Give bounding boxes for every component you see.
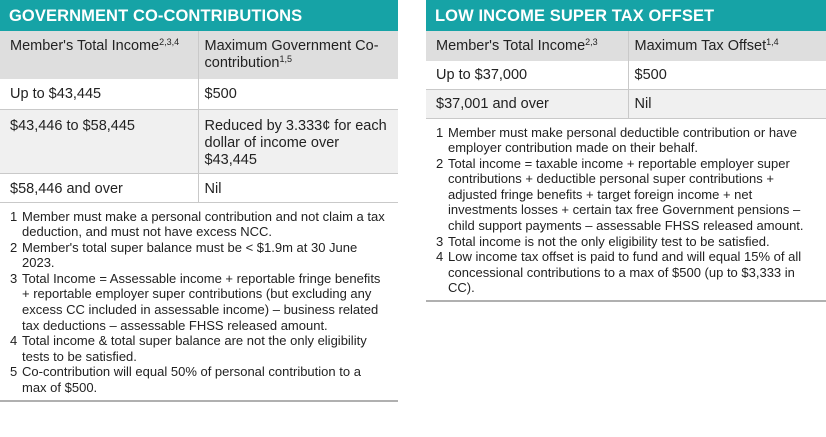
value-cell: Reduced by 3.333¢ for each dollar of income over $43,445 [198,109,398,173]
bottom-rule [0,400,398,402]
table-header-row [426,31,826,61]
low-income-super-tax-offset-panel [426,0,826,302]
table-row [426,61,826,89]
footnote: 2 Member's total super balance must be < $1.9m at 30 June 2023. [10,239,358,271]
footnote: 3 Total Income = Assessable income + reportable fringe benefits + reportable employer super contributions (but excluding any excess CC included in assessable income) – business related tax deductions – assessable FHSS released amount. [10,270,381,333]
bottom-rule [426,300,826,302]
header-total-income: Member's Total Income$^{2,3,4}$ [0,31,198,79]
footnote: 2 Total income = taxable income + reportable employer super contributions + deductible personal super contributions + adjusted fringe benefits + target foreign income + net investments losses + certain tax free Government pensions – child support payments – assessable FHSS released amount. [436,155,804,234]
footnotes [426,119,826,297]
header-max-tax-offset: Maximum Tax Offset$^{1,4}$ [628,31,826,61]
income-cell: Up to $37,000 [436,67,528,83]
tax-offset-table [426,31,826,119]
value-cell: Nil [628,89,826,118]
footnote: 4 Low income tax offset is paid to fund and will equal 15% of all concessional contributions to a max of $500 (up to $3,333 in CC). [436,249,802,296]
table-row [426,89,826,118]
footnote: 1 Member must make a personal contribution and not claim a tax deduction, and must not have excess NCC. [10,208,385,240]
income-cell: $37,001 and over [436,95,549,112]
footnote: 4 Total income & total super balance are not the only eligibility tests to be satisfied. [10,333,367,364]
value-cell: $500 [628,61,826,89]
table-row [0,109,398,173]
value-cell: $500 [198,79,398,109]
panel-title: GOVERNMENT CO-CONTRIBUTIONS [0,0,398,31]
income-cell: $58,446 and over [10,180,123,197]
table-row [0,173,398,202]
header-total-income: Member's Total Income$^{2,3}$ [426,31,628,61]
header-max-co-contribution: Maximum Government Co-contribution$^{1,5}$ [198,31,398,79]
table-row [0,79,398,109]
income-cell: Up to $43,445 [10,86,102,102]
income-cell: $43,446 to $58,445 [10,117,135,134]
government-co-contributions-panel [0,0,398,402]
table-header-row [0,31,398,79]
footnote: 5 Co-contribution will equal 50% of personal contribution to a max of $500. [10,364,361,396]
panel-title: LOW INCOME SUPER TAX OFFSET [426,0,826,31]
value-cell: Nil [198,173,398,202]
footnote: 1 Member must make personal deductible contribution or have employer contribution made on their behalf. [436,124,798,156]
footnotes [0,203,398,396]
co-contribution-table [0,31,398,203]
footnote: 3 Total income is not the only eligibility test to be satisfied. [436,233,770,249]
